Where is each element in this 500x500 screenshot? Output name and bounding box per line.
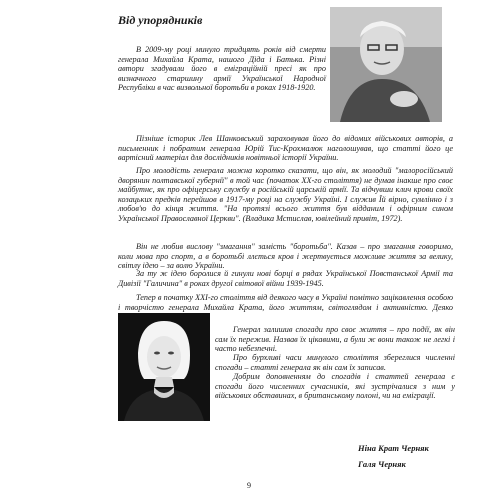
paragraph: Він не любив вислову "змагання" замість "боротьба". Казав – про змагання говоримо, коли мова про спорт, а в боротьбі ллється кров і жертвується можливе життя за велику, світлу ідею – за волю України. (118, 242, 453, 271)
paragraph: Тепер в початку ХХІ-го століття від деякого часу в Україні помітно зацікавлення особою і творчістю генерала Михайла Крата, його життям, світоглядом і активністю. Деяко (118, 293, 453, 312)
paragraph: Добрим доповненням до спогадів і статтей генерала є спогади його численних сучасників, які зустрічалися з ним у військових обставинах, в британському полоні, чи на еміграції. (215, 372, 455, 401)
paragraph: Про молодість генерала можна коротко сказати, що він, як молодий "малоросійський дворянин полтавської губернії" в той час (початок ХХ-го століття) не думав інакше про своє майбутнє, як про офіцерську службу в російській царській армії. Та відчувши клич крови своїх козацьких предків перейшов в 1917-му році на службу Україні. І служив Їй вірно, сумлінно і з любов'ю до кінця життя. "На протязі всього життя був відданим і офірним сином Української Православної Церкви". (Владика Мстислав, ювілейний привіт, 1972). (118, 166, 453, 223)
portrait-photo-younger-woman (118, 313, 210, 421)
signature-name: Ніна Крат Черняк (358, 443, 429, 453)
paragraph: Генерал залишив спогади про своє життя – про події, як він сам їх пережив. Назвав їх цікавими, а були ж вони також не легкі і часто небезпечні. (215, 325, 455, 354)
paragraph: В 2009-му році минуло тридцять років від смерти генерала Михайла Крата, нашого Діда і Батька. Різні автори згадували його в еміграційній пресі як про визначного старшину армії Української Народної Республіки в час визвольної боротьби в роках 1918-1920. (118, 45, 326, 93)
paragraph: За ту ж ідею боролися й гинули нові борці в рядах Української Повстанської Армії та Дивізії "Галичина" в роках другої світової війни 1939-1945. (118, 269, 453, 288)
section-heading: Від упорядників (118, 13, 203, 27)
signature-name: Галя Черняк (358, 459, 406, 469)
portrait-photo-older-woman (330, 7, 442, 122)
paragraph: Пізніше історик Лев Шанковський зараховував його до відомих військових авторів, а письменник і побратим генерала Юрій Тис-Крохмалюк наголошував, що статті його це вартісний матеріал для дослідників новітньої історії України. (118, 134, 453, 163)
page-number: 9 (247, 481, 251, 490)
paragraph: Про бурхливі часи минулого століття збереглися численні спогади – статті генерала як він сам їх записав. (215, 353, 455, 372)
